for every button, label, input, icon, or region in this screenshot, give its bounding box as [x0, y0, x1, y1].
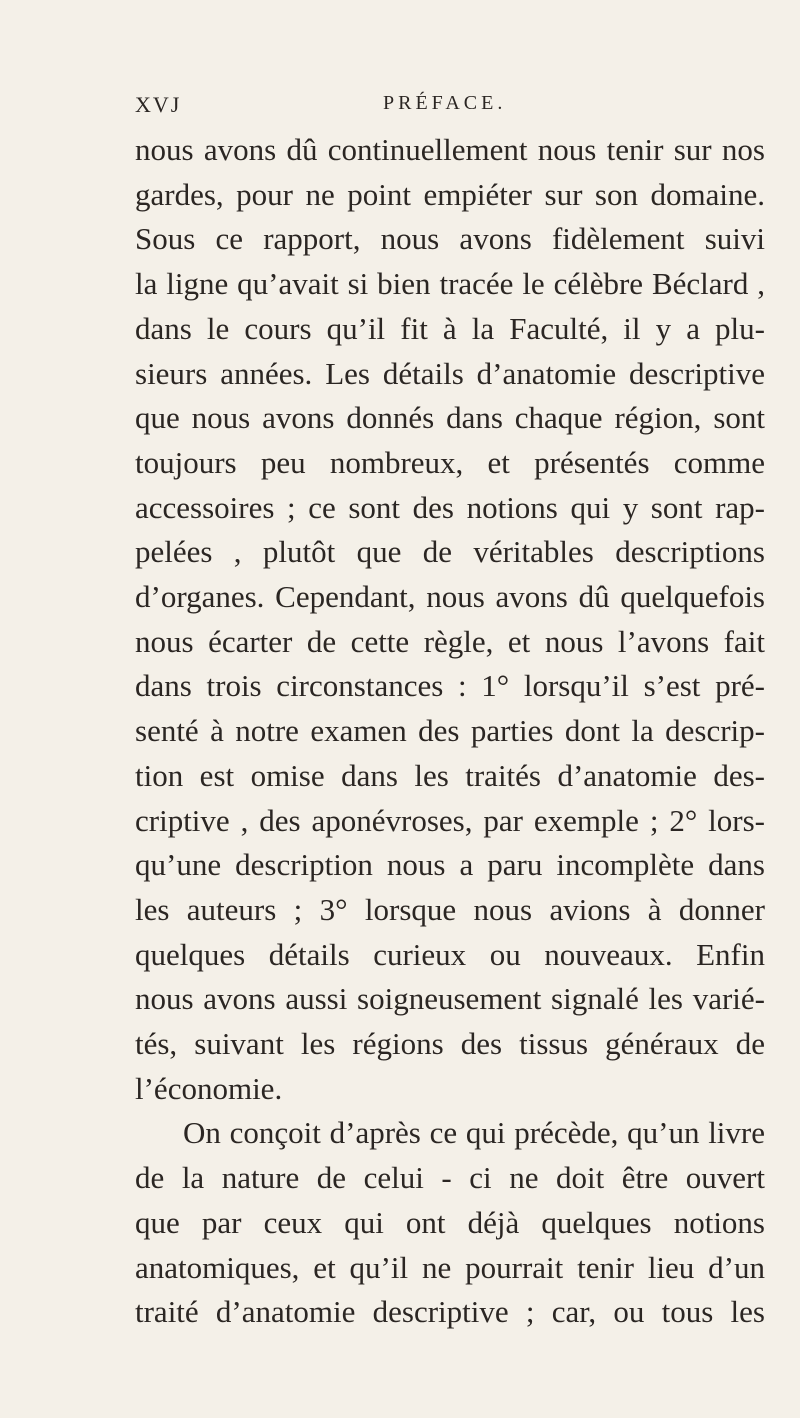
text-line: dans trois circonstances : 1° lorsqu’il s’est pré-	[135, 668, 765, 704]
text-line: anatomiques, et qu’il ne pourrait tenir lieu d’un	[135, 1249, 765, 1285]
body-text	[135, 128, 765, 1335]
text-line: gardes, pour ne point empiéter sur son domaine.	[135, 176, 765, 212]
text-line: nous écarter de cette règle, et nous l’avons fait	[135, 623, 765, 659]
running-head: PRÉFACE.	[383, 92, 507, 114]
text-line: que par ceux qui ont déjà quelques notions	[135, 1204, 765, 1240]
text-line: senté à notre examen des parties dont la descrip-	[135, 713, 765, 749]
text-line: On conçoit d’après ce qui précède, qu’un livre	[183, 1115, 765, 1151]
text-line: quelques détails curieux ou nouveaux. Enfin	[135, 936, 765, 972]
page-number: XVJ	[135, 92, 182, 117]
text-line: que nous avons donnés dans chaque région, sont	[135, 400, 765, 436]
text-line: qu’une description nous a paru incomplète dans	[135, 847, 765, 883]
text-line: la ligne qu’avait si bien tracée le célèbre Béclard ,	[135, 266, 765, 302]
text-line: nous avons aussi soigneusement signalé les varié-	[135, 981, 765, 1017]
page-header	[135, 84, 765, 124]
text-line: nous avons dû continuellement nous tenir sur nos	[135, 132, 765, 167]
text-line: Sous ce rapport, nous avons fidèlement suivi	[135, 221, 765, 257]
text-line: dans le cours qu’il fit à la Faculté, il y a plu-	[135, 310, 765, 346]
text-line: criptive , des aponévroses, par exemple ; 2° lors-	[135, 802, 765, 838]
text-line: tés, suivant les régions des tissus généraux de	[135, 1026, 765, 1062]
text-line: d’organes. Cependant, nous avons dû quelquefois	[135, 579, 765, 615]
text-line: les auteurs ; 3° lorsque nous avions à donner	[135, 891, 765, 927]
text-line: sieurs années. Les détails d’anatomie descriptive	[135, 355, 765, 391]
text-line: traité d’anatomie descriptive ; car, ou tous les	[135, 1294, 765, 1330]
text-line: de la nature de celui - ci ne doit être ouvert	[135, 1160, 765, 1196]
text-line: accessoires ; ce sont des notions qui y sont rap-	[135, 489, 765, 525]
text-line: tion est omise dans les traités d’anatomie des-	[135, 757, 765, 793]
text-line: toujours peu nombreux, et présentés comme	[135, 444, 765, 480]
text-line: l’économie.	[135, 1070, 283, 1106]
text-line: pelées , plutôt que de véritables descriptions	[135, 534, 765, 570]
